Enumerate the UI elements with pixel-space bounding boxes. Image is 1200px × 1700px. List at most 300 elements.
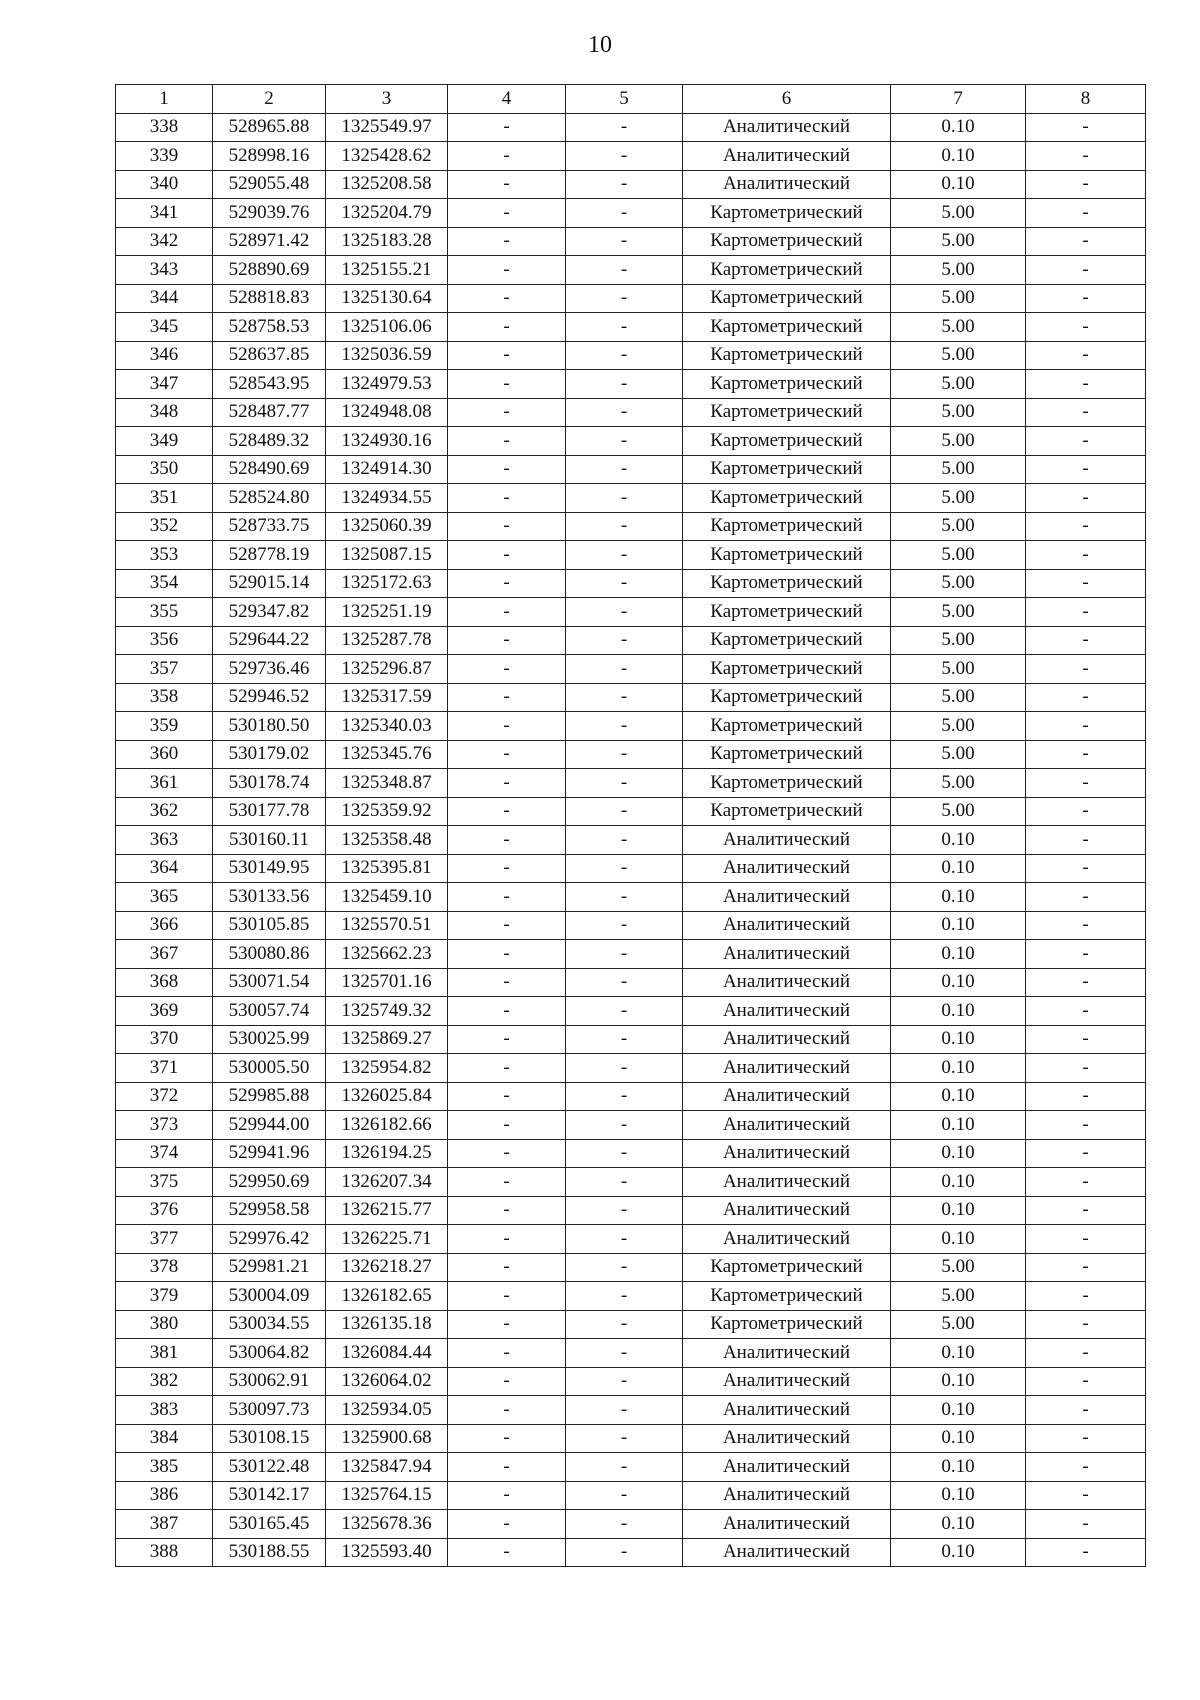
table-cell-col-5: -: [566, 341, 683, 370]
table-row: [116, 826, 1146, 855]
table-cell-col-7: 0.10: [891, 1082, 1026, 1111]
table-cell-col-3: 1325749.32: [326, 997, 448, 1026]
table-cell-col-7: 0.10: [891, 142, 1026, 171]
table-cell-col-2: 530097.73: [213, 1396, 326, 1425]
table-cell-col-8: -: [1026, 797, 1146, 826]
table-cell-col-8: -: [1026, 1282, 1146, 1311]
table-cell-col-2: 530025.99: [213, 1025, 326, 1054]
table-cell-col-1: 345: [116, 313, 213, 342]
table-row: [116, 940, 1146, 969]
table-cell-col-4: -: [448, 1282, 566, 1311]
table-cell-col-3: 1325662.23: [326, 940, 448, 969]
table-cell-col-8: -: [1026, 484, 1146, 513]
table-cell-col-8: -: [1026, 455, 1146, 484]
table-cell-col-2: 528758.53: [213, 313, 326, 342]
table-cell-col-6: Аналитический: [683, 968, 891, 997]
table-cell-col-8: -: [1026, 1025, 1146, 1054]
table-cell-col-3: 1326215.77: [326, 1196, 448, 1225]
table-cell-col-6: Аналитический: [683, 1054, 891, 1083]
table-cell-col-2: 530057.74: [213, 997, 326, 1026]
table-cell-col-6: Картометрический: [683, 370, 891, 399]
table-cell-col-8: -: [1026, 313, 1146, 342]
table-row: [116, 1082, 1146, 1111]
table-row: [116, 883, 1146, 912]
table-row: [116, 1453, 1146, 1482]
table-cell-col-6: Картометрический: [683, 284, 891, 313]
table-cell-col-7: 0.10: [891, 997, 1026, 1026]
table-cell-col-6: Аналитический: [683, 1396, 891, 1425]
table-cell-col-3: 1326194.25: [326, 1139, 448, 1168]
table-cell-col-1: 348: [116, 398, 213, 427]
table-cell-col-8: -: [1026, 769, 1146, 798]
table-cell-col-8: -: [1026, 1196, 1146, 1225]
table-cell-col-7: 0.10: [891, 826, 1026, 855]
table-cell-col-6: Аналитический: [683, 997, 891, 1026]
table-cell-col-2: 530179.02: [213, 740, 326, 769]
table-cell-col-5: -: [566, 740, 683, 769]
table-cell-col-3: 1325155.21: [326, 256, 448, 285]
table-cell-col-1: 369: [116, 997, 213, 1026]
table-cell-col-8: -: [1026, 113, 1146, 142]
table-cell-col-3: 1326218.27: [326, 1253, 448, 1282]
table-cell-col-8: -: [1026, 341, 1146, 370]
table-cell-col-7: 5.00: [891, 712, 1026, 741]
table-cell-col-2: 530071.54: [213, 968, 326, 997]
table-row: [116, 142, 1146, 171]
table-row: [116, 170, 1146, 199]
table-cell-col-3: 1326225.71: [326, 1225, 448, 1254]
column-header-1: 1: [116, 85, 213, 114]
table-cell-col-6: Аналитический: [683, 1481, 891, 1510]
table-cell-col-7: 5.00: [891, 740, 1026, 769]
table-row: [116, 626, 1146, 655]
table-cell-col-7: 0.10: [891, 1481, 1026, 1510]
table-cell-col-2: 530177.78: [213, 797, 326, 826]
table-cell-col-6: Картометрический: [683, 341, 891, 370]
table-cell-col-8: -: [1026, 712, 1146, 741]
table-row: [116, 1339, 1146, 1368]
table-cell-col-2: 530105.85: [213, 911, 326, 940]
table-cell-col-2: 530178.74: [213, 769, 326, 798]
table-cell-col-2: 530180.50: [213, 712, 326, 741]
table-cell-col-7: 5.00: [891, 512, 1026, 541]
table-cell-col-7: 0.10: [891, 1025, 1026, 1054]
table-cell-col-7: 0.10: [891, 911, 1026, 940]
table-cell-col-7: 5.00: [891, 598, 1026, 627]
column-header-6: 6: [683, 85, 891, 114]
table-cell-col-1: 379: [116, 1282, 213, 1311]
table-cell-col-8: -: [1026, 655, 1146, 684]
table-cell-col-4: -: [448, 911, 566, 940]
table-cell-col-6: Картометрический: [683, 227, 891, 256]
table-cell-col-6: Аналитический: [683, 1225, 891, 1254]
table-row: [116, 1139, 1146, 1168]
table-row: [116, 683, 1146, 712]
table-cell-col-8: -: [1026, 883, 1146, 912]
table-cell-col-8: -: [1026, 740, 1146, 769]
table-cell-col-6: Картометрический: [683, 455, 891, 484]
table-cell-col-3: 1325036.59: [326, 341, 448, 370]
table-cell-col-5: -: [566, 427, 683, 456]
table-cell-col-4: -: [448, 398, 566, 427]
table-cell-col-7: 0.10: [891, 1424, 1026, 1453]
table-row: [116, 1538, 1146, 1567]
table-cell-col-6: Картометрический: [683, 683, 891, 712]
table-cell-col-4: -: [448, 1082, 566, 1111]
table-header-row: [116, 85, 1146, 114]
table-cell-col-8: -: [1026, 1367, 1146, 1396]
table-row: [116, 341, 1146, 370]
table-cell-col-8: -: [1026, 1396, 1146, 1425]
table-cell-col-8: -: [1026, 1339, 1146, 1368]
table-cell-col-4: -: [448, 541, 566, 570]
table-cell-col-7: 5.00: [891, 541, 1026, 570]
table-cell-col-6: Картометрический: [683, 313, 891, 342]
table-cell-col-8: -: [1026, 142, 1146, 171]
table-cell-col-4: -: [448, 826, 566, 855]
table-cell-col-6: Аналитический: [683, 1139, 891, 1168]
table-cell-col-7: 0.10: [891, 1538, 1026, 1567]
table-cell-col-3: 1325345.76: [326, 740, 448, 769]
table-cell-col-3: 1325317.59: [326, 683, 448, 712]
table-cell-col-6: Картометрический: [683, 1282, 891, 1311]
table-cell-col-3: 1326084.44: [326, 1339, 448, 1368]
table-cell-col-7: 5.00: [891, 655, 1026, 684]
table-cell-col-1: 344: [116, 284, 213, 313]
table-cell-col-4: -: [448, 455, 566, 484]
table-cell-col-1: 343: [116, 256, 213, 285]
table-cell-col-4: -: [448, 940, 566, 969]
table-cell-col-5: -: [566, 569, 683, 598]
table-cell-col-6: Аналитический: [683, 940, 891, 969]
table-cell-col-1: 349: [116, 427, 213, 456]
table-cell-col-3: 1325549.97: [326, 113, 448, 142]
table-cell-col-4: -: [448, 569, 566, 598]
table-cell-col-1: 366: [116, 911, 213, 940]
table-cell-col-4: -: [448, 427, 566, 456]
table-cell-col-7: 0.10: [891, 940, 1026, 969]
table-cell-col-6: Аналитический: [683, 1339, 891, 1368]
table-cell-col-4: -: [448, 1453, 566, 1482]
table-cell-col-4: -: [448, 256, 566, 285]
table-cell-col-6: Картометрический: [683, 256, 891, 285]
table-cell-col-1: 382: [116, 1367, 213, 1396]
table-cell-col-6: Картометрический: [683, 712, 891, 741]
table-cell-col-5: -: [566, 1396, 683, 1425]
table-cell-col-1: 368: [116, 968, 213, 997]
table-cell-col-3: 1325459.10: [326, 883, 448, 912]
table-row: [116, 1367, 1146, 1396]
table-cell-col-5: -: [566, 1339, 683, 1368]
table-row: [116, 997, 1146, 1026]
table-cell-col-3: 1325287.78: [326, 626, 448, 655]
table-row: [116, 911, 1146, 940]
table-cell-col-7: 0.10: [891, 170, 1026, 199]
table-cell-col-7: 5.00: [891, 227, 1026, 256]
table-cell-col-2: 529055.48: [213, 170, 326, 199]
table-cell-col-7: 5.00: [891, 313, 1026, 342]
table-cell-col-2: 529985.88: [213, 1082, 326, 1111]
table-cell-col-8: -: [1026, 170, 1146, 199]
table-cell-col-7: 5.00: [891, 1253, 1026, 1282]
table-cell-col-2: 529039.76: [213, 199, 326, 228]
table-cell-col-5: -: [566, 997, 683, 1026]
table-cell-col-8: -: [1026, 854, 1146, 883]
table-cell-col-3: 1325251.19: [326, 598, 448, 627]
table-cell-col-4: -: [448, 1111, 566, 1140]
table-cell-col-1: 353: [116, 541, 213, 570]
table-cell-col-8: -: [1026, 227, 1146, 256]
table-cell-col-3: 1325183.28: [326, 227, 448, 256]
table-cell-col-6: Картометрический: [683, 398, 891, 427]
table-cell-col-1: 375: [116, 1168, 213, 1197]
table-cell-col-1: 367: [116, 940, 213, 969]
table-cell-col-5: -: [566, 1196, 683, 1225]
table-cell-col-3: 1325296.87: [326, 655, 448, 684]
table-cell-col-5: -: [566, 256, 683, 285]
table-cell-col-8: -: [1026, 398, 1146, 427]
table-cell-col-6: Аналитический: [683, 883, 891, 912]
table-cell-col-5: -: [566, 284, 683, 313]
table-cell-col-7: 5.00: [891, 769, 1026, 798]
table-cell-col-2: 530108.15: [213, 1424, 326, 1453]
table-cell-col-3: 1325060.39: [326, 512, 448, 541]
column-header-8: 8: [1026, 85, 1146, 114]
table-cell-col-8: -: [1026, 826, 1146, 855]
table-cell-col-2: 530034.55: [213, 1310, 326, 1339]
table-cell-col-7: 5.00: [891, 1310, 1026, 1339]
table-cell-col-4: -: [448, 1054, 566, 1083]
table-cell-col-3: 1325954.82: [326, 1054, 448, 1083]
coordinates-table: [115, 84, 1146, 1567]
table-row: [116, 370, 1146, 399]
table-cell-col-7: 5.00: [891, 455, 1026, 484]
table-cell-col-8: -: [1026, 598, 1146, 627]
table-cell-col-1: 376: [116, 1196, 213, 1225]
column-header-2: 2: [213, 85, 326, 114]
table-cell-col-5: -: [566, 854, 683, 883]
table-cell-col-5: -: [566, 1225, 683, 1254]
table-row: [116, 455, 1146, 484]
column-header-3: 3: [326, 85, 448, 114]
table-cell-col-3: 1325130.64: [326, 284, 448, 313]
table-cell-col-8: -: [1026, 569, 1146, 598]
table-row: [116, 1424, 1146, 1453]
table-cell-col-7: 5.00: [891, 484, 1026, 513]
table-row: [116, 655, 1146, 684]
table-cell-col-2: 529946.52: [213, 683, 326, 712]
table-row: [116, 797, 1146, 826]
table-row: [116, 569, 1146, 598]
table-cell-col-5: -: [566, 227, 683, 256]
table-cell-col-3: 1324979.53: [326, 370, 448, 399]
table-cell-col-1: 352: [116, 512, 213, 541]
table-row: [116, 398, 1146, 427]
table-row: [116, 1111, 1146, 1140]
table-cell-col-5: -: [566, 1453, 683, 1482]
table-cell-col-4: -: [448, 1225, 566, 1254]
table-cell-col-5: -: [566, 199, 683, 228]
table-row: [116, 199, 1146, 228]
table-row: [116, 541, 1146, 570]
table-cell-col-5: -: [566, 655, 683, 684]
table-cell-col-5: -: [566, 1054, 683, 1083]
table-cell-col-4: -: [448, 1339, 566, 1368]
table-cell-col-8: -: [1026, 911, 1146, 940]
table-cell-col-4: -: [448, 1168, 566, 1197]
table-cell-col-4: -: [448, 1253, 566, 1282]
table-cell-col-3: 1326207.34: [326, 1168, 448, 1197]
table-cell-col-5: -: [566, 1538, 683, 1567]
table-cell-col-7: 0.10: [891, 1196, 1026, 1225]
table-cell-col-6: Аналитический: [683, 142, 891, 171]
table-cell-col-4: -: [448, 1139, 566, 1168]
table-cell-col-5: -: [566, 598, 683, 627]
table-cell-col-3: 1325172.63: [326, 569, 448, 598]
table-cell-col-5: -: [566, 1082, 683, 1111]
table-cell-col-4: -: [448, 113, 566, 142]
table-cell-col-1: 388: [116, 1538, 213, 1567]
table-cell-col-4: -: [448, 883, 566, 912]
table-cell-col-8: -: [1026, 370, 1146, 399]
table-cell-col-2: 528971.42: [213, 227, 326, 256]
table-cell-col-5: -: [566, 370, 683, 399]
table-cell-col-4: -: [448, 370, 566, 399]
table-cell-col-8: -: [1026, 1453, 1146, 1482]
table-cell-col-5: -: [566, 455, 683, 484]
table-cell-col-5: -: [566, 1481, 683, 1510]
table-cell-col-2: 529347.82: [213, 598, 326, 627]
table-cell-col-6: Аналитический: [683, 1025, 891, 1054]
table-cell-col-5: -: [566, 541, 683, 570]
table-cell-col-2: 528487.77: [213, 398, 326, 427]
table-cell-col-1: 387: [116, 1510, 213, 1539]
table-cell-col-5: -: [566, 940, 683, 969]
table-cell-col-8: -: [1026, 1253, 1146, 1282]
table-cell-col-4: -: [448, 683, 566, 712]
table-cell-col-3: 1325428.62: [326, 142, 448, 171]
table-cell-col-8: -: [1026, 1310, 1146, 1339]
table-cell-col-4: -: [448, 626, 566, 655]
page-number: 10: [588, 32, 612, 58]
table-cell-col-3: 1324914.30: [326, 455, 448, 484]
table-cell-col-6: Аналитический: [683, 1510, 891, 1539]
table-cell-col-7: 5.00: [891, 341, 1026, 370]
table-row: [116, 484, 1146, 513]
table-cell-col-8: -: [1026, 1168, 1146, 1197]
table-cell-col-1: 361: [116, 769, 213, 798]
table-cell-col-7: 0.10: [891, 1510, 1026, 1539]
table-cell-col-2: 529941.96: [213, 1139, 326, 1168]
table-cell-col-7: 5.00: [891, 569, 1026, 598]
table-cell-col-2: 530080.86: [213, 940, 326, 969]
table-cell-col-4: -: [448, 1025, 566, 1054]
table-cell-col-1: 360: [116, 740, 213, 769]
table-cell-col-1: 346: [116, 341, 213, 370]
table-cell-col-4: -: [448, 512, 566, 541]
table-cell-col-8: -: [1026, 968, 1146, 997]
table-cell-col-4: -: [448, 199, 566, 228]
table-cell-col-8: -: [1026, 1424, 1146, 1453]
table-cell-col-1: 363: [116, 826, 213, 855]
table-row: [116, 227, 1146, 256]
table-cell-col-2: 529958.58: [213, 1196, 326, 1225]
table-cell-col-4: -: [448, 655, 566, 684]
table-cell-col-4: -: [448, 170, 566, 199]
table-cell-col-8: -: [1026, 1481, 1146, 1510]
table-cell-col-7: 0.10: [891, 968, 1026, 997]
table-cell-col-1: 378: [116, 1253, 213, 1282]
table-cell-col-3: 1325570.51: [326, 911, 448, 940]
table-row: [116, 1510, 1146, 1539]
table-cell-col-1: 364: [116, 854, 213, 883]
table-cell-col-5: -: [566, 1424, 683, 1453]
table-cell-col-1: 340: [116, 170, 213, 199]
table-cell-col-4: -: [448, 1310, 566, 1339]
table-cell-col-6: Аналитический: [683, 1168, 891, 1197]
table-cell-col-5: -: [566, 1168, 683, 1197]
table-cell-col-5: -: [566, 1111, 683, 1140]
table-cell-col-3: 1325348.87: [326, 769, 448, 798]
table-cell-col-4: -: [448, 997, 566, 1026]
table-cell-col-4: -: [448, 1367, 566, 1396]
table-cell-col-3: 1324948.08: [326, 398, 448, 427]
table-cell-col-7: 0.10: [891, 1396, 1026, 1425]
table-cell-col-1: 370: [116, 1025, 213, 1054]
table-cell-col-6: Аналитический: [683, 911, 891, 940]
table-row: [116, 1396, 1146, 1425]
table-cell-col-8: -: [1026, 1111, 1146, 1140]
table-cell-col-3: 1326064.02: [326, 1367, 448, 1396]
table-cell-col-5: -: [566, 484, 683, 513]
table-cell-col-4: -: [448, 1196, 566, 1225]
table-cell-col-8: -: [1026, 997, 1146, 1026]
table-cell-col-4: -: [448, 1396, 566, 1425]
table-cell-col-2: 528998.16: [213, 142, 326, 171]
table-row: [116, 740, 1146, 769]
table-cell-col-6: Картометрический: [683, 598, 891, 627]
table-cell-col-3: 1325847.94: [326, 1453, 448, 1482]
table-cell-col-7: 0.10: [891, 1168, 1026, 1197]
table-cell-col-6: Аналитический: [683, 1367, 891, 1396]
table-cell-col-1: 384: [116, 1424, 213, 1453]
table-cell-col-2: 530005.50: [213, 1054, 326, 1083]
table-cell-col-7: 5.00: [891, 797, 1026, 826]
table-cell-col-3: 1325869.27: [326, 1025, 448, 1054]
table-cell-col-8: -: [1026, 1054, 1146, 1083]
table-cell-col-1: 347: [116, 370, 213, 399]
table-cell-col-6: Картометрический: [683, 484, 891, 513]
table-cell-col-1: 362: [116, 797, 213, 826]
table-row: [116, 769, 1146, 798]
table-cell-col-6: Картометрический: [683, 569, 891, 598]
table-cell-col-7: 0.10: [891, 1111, 1026, 1140]
table-row: [116, 1196, 1146, 1225]
table-cell-col-8: -: [1026, 284, 1146, 313]
table-cell-col-4: -: [448, 1510, 566, 1539]
table-cell-col-7: 5.00: [891, 370, 1026, 399]
table-cell-col-7: 0.10: [891, 854, 1026, 883]
table-cell-col-6: Картометрический: [683, 655, 891, 684]
table-row: [116, 854, 1146, 883]
table-cell-col-6: Аналитический: [683, 1111, 891, 1140]
table-cell-col-1: 371: [116, 1054, 213, 1083]
table-cell-col-1: 357: [116, 655, 213, 684]
table-cell-col-6: Картометрический: [683, 1310, 891, 1339]
table-row: [116, 598, 1146, 627]
table-cell-col-4: -: [448, 313, 566, 342]
table-cell-col-6: Аналитический: [683, 113, 891, 142]
